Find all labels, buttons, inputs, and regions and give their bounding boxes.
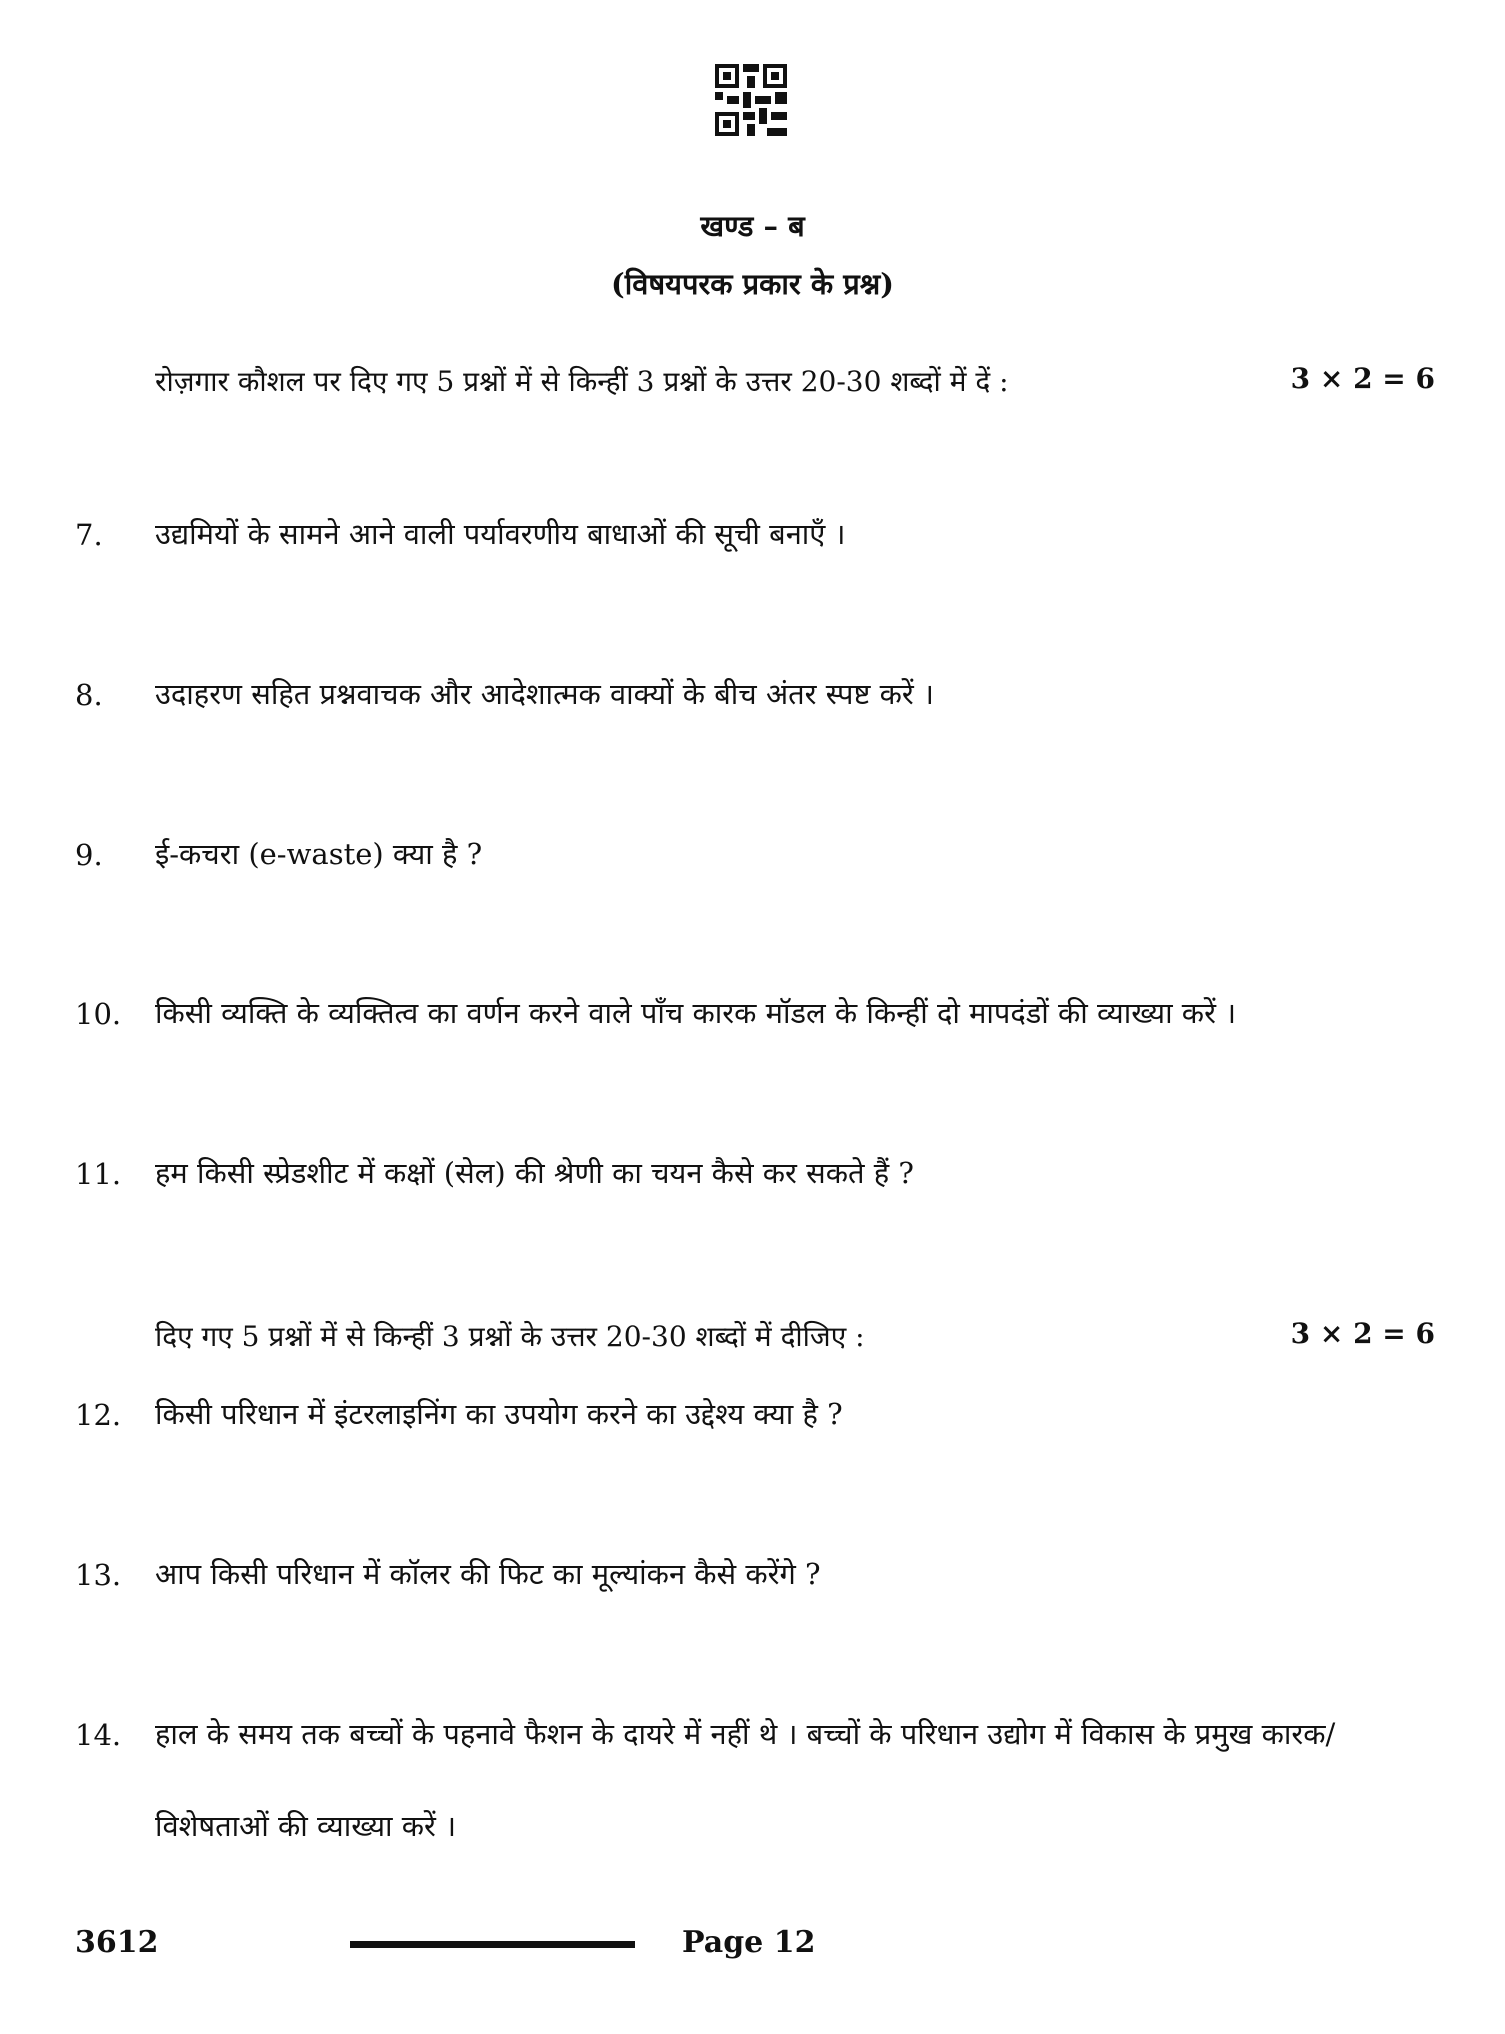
question-10: [75, 997, 1445, 1059]
question-text: हम किसी स्प्रेडशीट में कक्षों (सेल) की श्रेणी का चयन कैसे कर सकते हैं ?: [155, 1156, 914, 1190]
footer-rule: [350, 1941, 635, 1948]
question-text: ई-कचरा (e-waste) क्या है ?: [155, 837, 483, 871]
paper-code: 3612: [75, 1925, 159, 1960]
question-14: [75, 1718, 1375, 1872]
instruction-1: [155, 362, 1435, 400]
question-number: 10.: [75, 997, 122, 1031]
question-text: आप किसी परिधान में कॉलर की फिट का मूल्यांकन कैसे करेंगे ?: [155, 1557, 821, 1591]
question-number: 11.: [75, 1157, 122, 1191]
question-13: [75, 1558, 1445, 1620]
question-7: [75, 518, 1445, 580]
page-number: Page 12: [682, 1925, 816, 1960]
question-number: 13.: [75, 1558, 122, 1592]
question-text: हाल के समय तक बच्चों के पहनावे फैशन के दायरे में नहीं थे । बच्चों के परिधान उद्योग में विकास के प्रमुख कारक/विशेषताओं की व्याख्या करें ।: [155, 1717, 1336, 1843]
question-number: 7.: [75, 518, 103, 552]
question-number: 12.: [75, 1398, 122, 1432]
section-subtitle: (विषयपरक प्रकार के प्रश्न): [611, 267, 894, 301]
question-text: उद्यमियों के सामने आने वाली पर्यावरणीय बाधाओं की सूची बनाएँ ।: [155, 517, 846, 551]
instruction-2: [155, 1317, 1435, 1355]
question-11: [75, 1157, 1445, 1219]
section-title: खण्ड – ब: [700, 209, 805, 243]
qr-code-icon: [715, 64, 787, 136]
question-8: [75, 678, 1445, 740]
instruction-marks: 3 × 2 = 6: [1290, 1317, 1435, 1350]
question-text: उदाहरण सहित प्रश्नवाचक और आदेशात्मक वाक्यों के बीच अंतर स्पष्ट करें ।: [155, 677, 934, 711]
question-text: किसी परिधान में इंटरलाइनिंग का उपयोग करने का उद्देश्य क्या है ?: [155, 1397, 843, 1431]
instruction-marks: 3 × 2 = 6: [1290, 362, 1435, 395]
question-number: 14.: [75, 1718, 122, 1752]
question-9: [75, 838, 1445, 900]
instruction-text: दिए गए 5 प्रश्नों में से किन्हीं 3 प्रश्नों के उत्तर 20-30 शब्दों में दीजिए :: [155, 1320, 865, 1353]
question-number: 8.: [75, 678, 103, 712]
question-12: [75, 1398, 1445, 1460]
instruction-text: रोज़गार कौशल पर दिए गए 5 प्रश्नों में से किन्हीं 3 प्रश्नों के उत्तर 20-30 शब्दों में दें :: [155, 365, 1009, 398]
question-text: किसी व्यक्ति के व्यक्तित्व का वर्णन करने वाले पाँच कारक मॉडल के किन्हीं दो मापदंडों की व्याख्या करें ।: [155, 996, 1237, 1030]
question-number: 9.: [75, 838, 103, 872]
